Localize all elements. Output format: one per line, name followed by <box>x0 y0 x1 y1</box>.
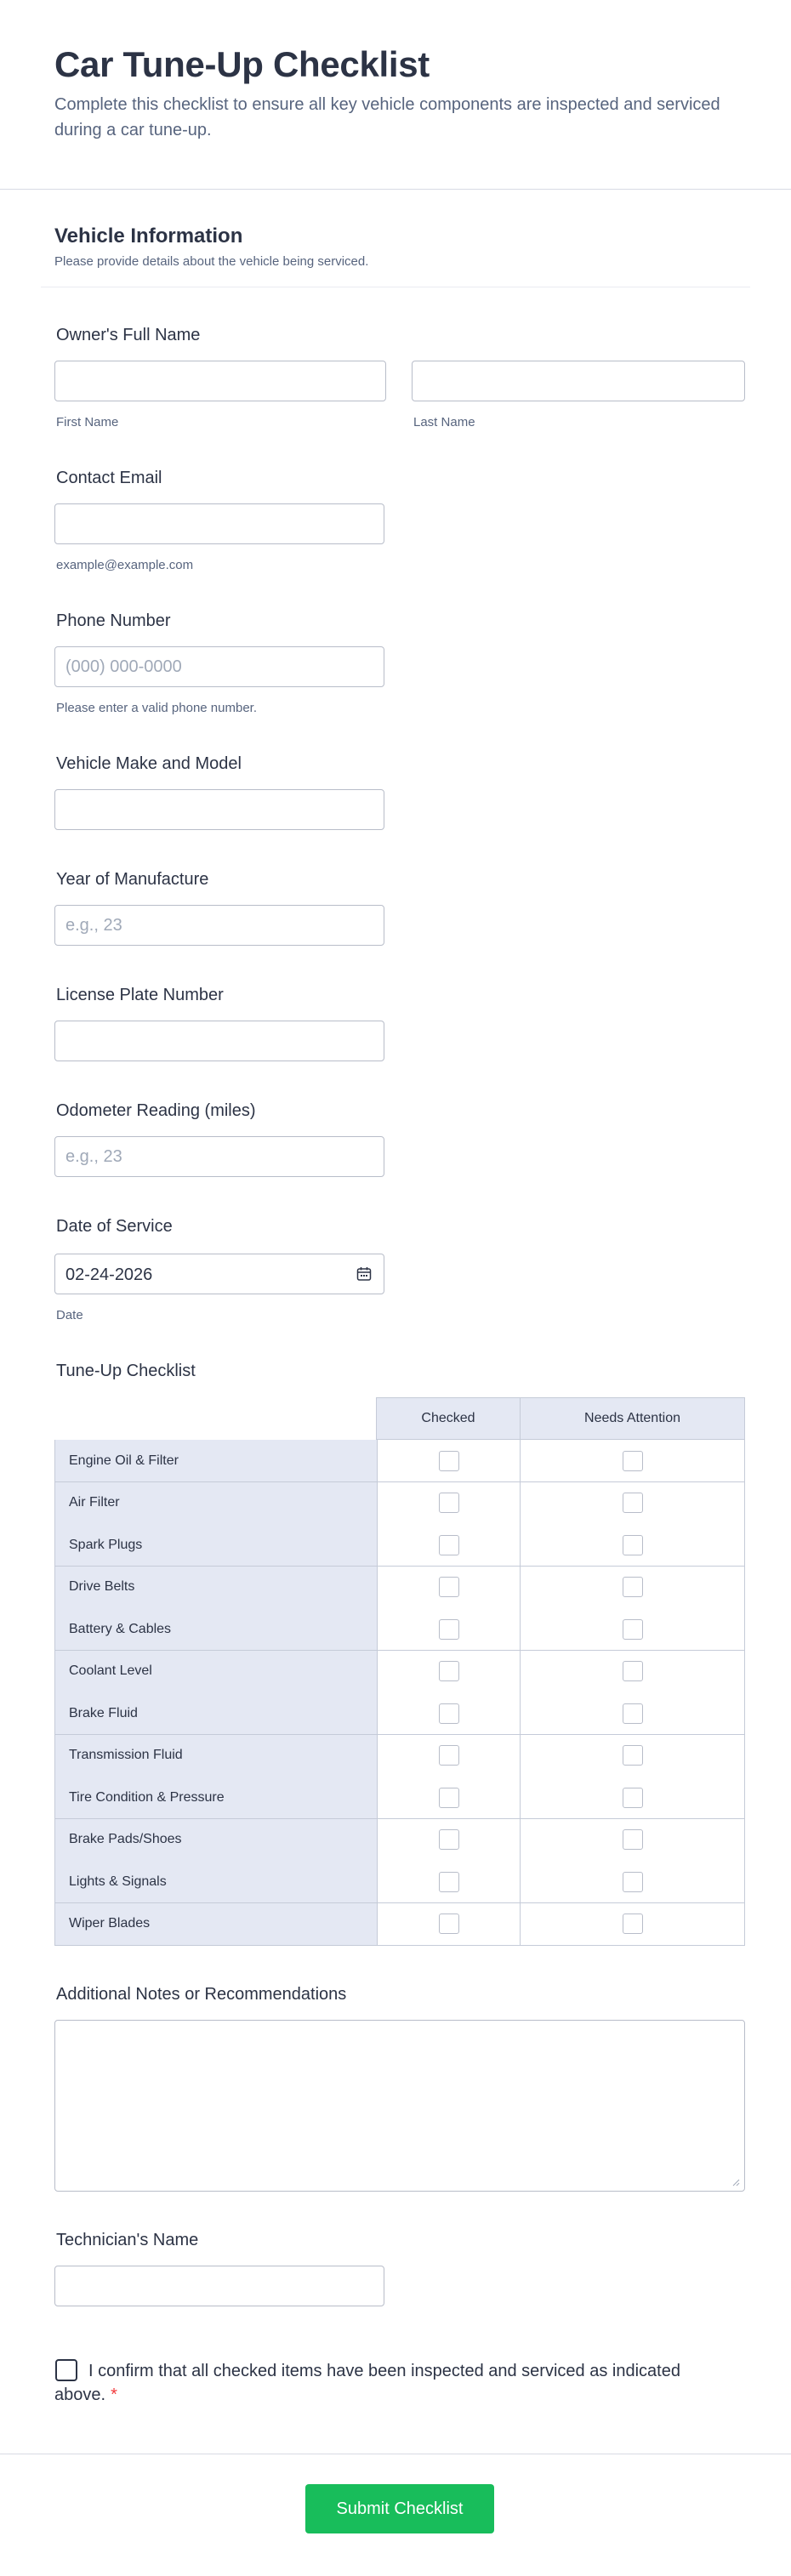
matrix-cell-needs-attention <box>521 1735 745 1777</box>
make-model-input[interactable] <box>54 789 384 830</box>
matrix-cell-needs-attention <box>521 1819 745 1862</box>
phone-input[interactable] <box>54 646 384 687</box>
matrix-cell-checked <box>378 1777 521 1819</box>
matrix-cell-checked <box>378 1903 521 1946</box>
needs-attention-checkbox[interactable] <box>623 1661 643 1681</box>
resize-grip-icon[interactable] <box>731 2178 740 2186</box>
matrix-row <box>54 1819 745 1862</box>
email-sublabel: example@example.com <box>56 558 194 572</box>
matrix-cell-needs-attention <box>521 1567 745 1609</box>
matrix-cell-needs-attention <box>521 1777 745 1819</box>
service-date-input[interactable] <box>54 1254 384 1294</box>
service-date-sublabel: Date <box>56 1308 83 1322</box>
confirm-label <box>54 2359 701 2407</box>
checked-checkbox[interactable] <box>439 1535 459 1555</box>
matrix-row <box>54 1440 745 1482</box>
section-title: Vehicle Information <box>54 225 243 247</box>
matrix-row <box>54 1777 745 1819</box>
matrix-row <box>54 1608 745 1651</box>
calendar-icon[interactable] <box>356 1266 372 1282</box>
needs-attention-checkbox[interactable] <box>623 1619 643 1640</box>
needs-attention-checkbox[interactable] <box>623 1788 643 1808</box>
needs-attention-checkbox[interactable] <box>623 1451 643 1471</box>
checked-checkbox[interactable] <box>439 1745 459 1766</box>
needs-attention-checkbox[interactable] <box>623 1872 643 1892</box>
submit-button[interactable]: Submit Checklist <box>305 2484 494 2533</box>
needs-attention-checkbox[interactable] <box>623 1535 643 1555</box>
checklist-label: Tune-Up Checklist <box>56 1362 196 1380</box>
matrix-cell-needs-attention <box>521 1482 745 1525</box>
checked-checkbox[interactable] <box>439 1829 459 1850</box>
matrix-row-label: Tire Condition & Pressure <box>54 1777 378 1819</box>
technician-input[interactable] <box>54 2266 384 2306</box>
matrix-row <box>54 1567 745 1609</box>
checked-checkbox[interactable] <box>439 1914 459 1934</box>
matrix-cell-needs-attention <box>521 1692 745 1735</box>
make-model-label: Vehicle Make and Model <box>56 754 242 773</box>
service-date-value: 02-24-2026 <box>65 1265 153 1284</box>
matrix-cell-checked <box>378 1482 521 1525</box>
matrix-row-label: Air Filter <box>54 1482 378 1525</box>
checked-checkbox[interactable] <box>439 1451 459 1471</box>
matrix-row-label: Engine Oil & Filter <box>54 1440 378 1482</box>
phone-sublabel: Please enter a valid phone number. <box>56 701 257 715</box>
matrix-cell-checked <box>378 1651 521 1693</box>
matrix-row-label: Battery & Cables <box>54 1608 378 1651</box>
odometer-input[interactable] <box>54 1136 384 1177</box>
matrix-cell-needs-attention <box>521 1651 745 1693</box>
plate-input[interactable] <box>54 1021 384 1061</box>
matrix-cell-checked <box>378 1735 521 1777</box>
required-mark: * <box>111 2386 117 2404</box>
matrix-cell-needs-attention <box>521 1440 745 1482</box>
email-input[interactable] <box>54 503 384 544</box>
matrix-cell-needs-attention <box>521 1524 745 1567</box>
phone-label: Phone Number <box>56 611 171 630</box>
notes-label: Additional Notes or Recommendations <box>56 1985 347 2004</box>
matrix-cell-checked <box>378 1440 521 1482</box>
form-subtitle: Complete this checklist to ensure all key vehicle components are inspected and serviced during a car tune-up. <box>54 95 720 139</box>
matrix-row <box>54 1903 745 1946</box>
technician-label: Technician's Name <box>56 2231 199 2249</box>
last-name-input[interactable] <box>412 361 745 401</box>
email-label: Contact Email <box>56 469 162 487</box>
matrix-row-label: Drive Belts <box>54 1567 378 1609</box>
checked-checkbox[interactable] <box>439 1493 459 1513</box>
needs-attention-checkbox[interactable] <box>623 1829 643 1850</box>
matrix-row <box>54 1482 745 1525</box>
matrix-column-needs-attention: Needs Attention <box>520 1397 745 1440</box>
matrix-cell-checked <box>378 1692 521 1735</box>
checked-checkbox[interactable] <box>439 1788 459 1808</box>
last-name-sublabel: Last Name <box>413 415 475 429</box>
header-divider <box>0 189 791 190</box>
matrix-row <box>54 1861 745 1903</box>
notes-textarea[interactable] <box>54 2020 745 2192</box>
needs-attention-checkbox[interactable] <box>623 1745 643 1766</box>
matrix-cell-needs-attention <box>521 1608 745 1651</box>
confirm-text: I confirm that all checked items have been inspected and serviced as indicated above. <box>54 2362 680 2404</box>
checked-checkbox[interactable] <box>439 1619 459 1640</box>
matrix-row-label: Wiper Blades <box>54 1903 378 1946</box>
checked-checkbox[interactable] <box>439 1703 459 1724</box>
matrix-row <box>54 1692 745 1735</box>
needs-attention-checkbox[interactable] <box>623 1577 643 1597</box>
matrix-row-label: Brake Pads/Shoes <box>54 1819 378 1862</box>
matrix-row <box>54 1735 745 1777</box>
year-input[interactable] <box>54 905 384 946</box>
owner-name-label: Owner's Full Name <box>56 326 201 344</box>
needs-attention-checkbox[interactable] <box>623 1703 643 1724</box>
matrix-row <box>54 1524 745 1567</box>
checked-checkbox[interactable] <box>439 1577 459 1597</box>
matrix-cell-checked <box>378 1608 521 1651</box>
matrix-column-checked: Checked <box>376 1397 521 1440</box>
matrix-row-label: Spark Plugs <box>54 1524 378 1567</box>
odometer-label: Odometer Reading (miles) <box>56 1101 256 1120</box>
matrix-cell-needs-attention <box>521 1903 745 1946</box>
needs-attention-checkbox[interactable] <box>623 1914 643 1934</box>
matrix-row-label: Coolant Level <box>54 1651 378 1693</box>
needs-attention-checkbox[interactable] <box>623 1493 643 1513</box>
matrix-row-label: Brake Fluid <box>54 1692 378 1735</box>
service-date-label: Date of Service <box>56 1217 173 1236</box>
checked-checkbox[interactable] <box>439 1661 459 1681</box>
confirm-checkbox[interactable] <box>55 2359 77 2381</box>
form-header <box>0 0 791 189</box>
form-title: Car Tune-Up Checklist <box>54 44 430 84</box>
matrix-cell-checked <box>378 1861 521 1903</box>
section-subtitle: Please provide details about the vehicle being serviced. <box>54 254 369 269</box>
matrix-row <box>54 1651 745 1693</box>
matrix-cell-checked <box>378 1524 521 1567</box>
matrix-cell-checked <box>378 1819 521 1862</box>
year-label: Year of Manufacture <box>56 870 209 889</box>
matrix-row-label: Transmission Fluid <box>54 1735 378 1777</box>
first-name-input[interactable] <box>54 361 386 401</box>
matrix-cell-checked <box>378 1567 521 1609</box>
matrix-cell-needs-attention <box>521 1861 745 1903</box>
first-name-sublabel: First Name <box>56 415 119 429</box>
checked-checkbox[interactable] <box>439 1872 459 1892</box>
plate-label: License Plate Number <box>56 986 224 1004</box>
matrix-row-label: Lights & Signals <box>54 1861 378 1903</box>
